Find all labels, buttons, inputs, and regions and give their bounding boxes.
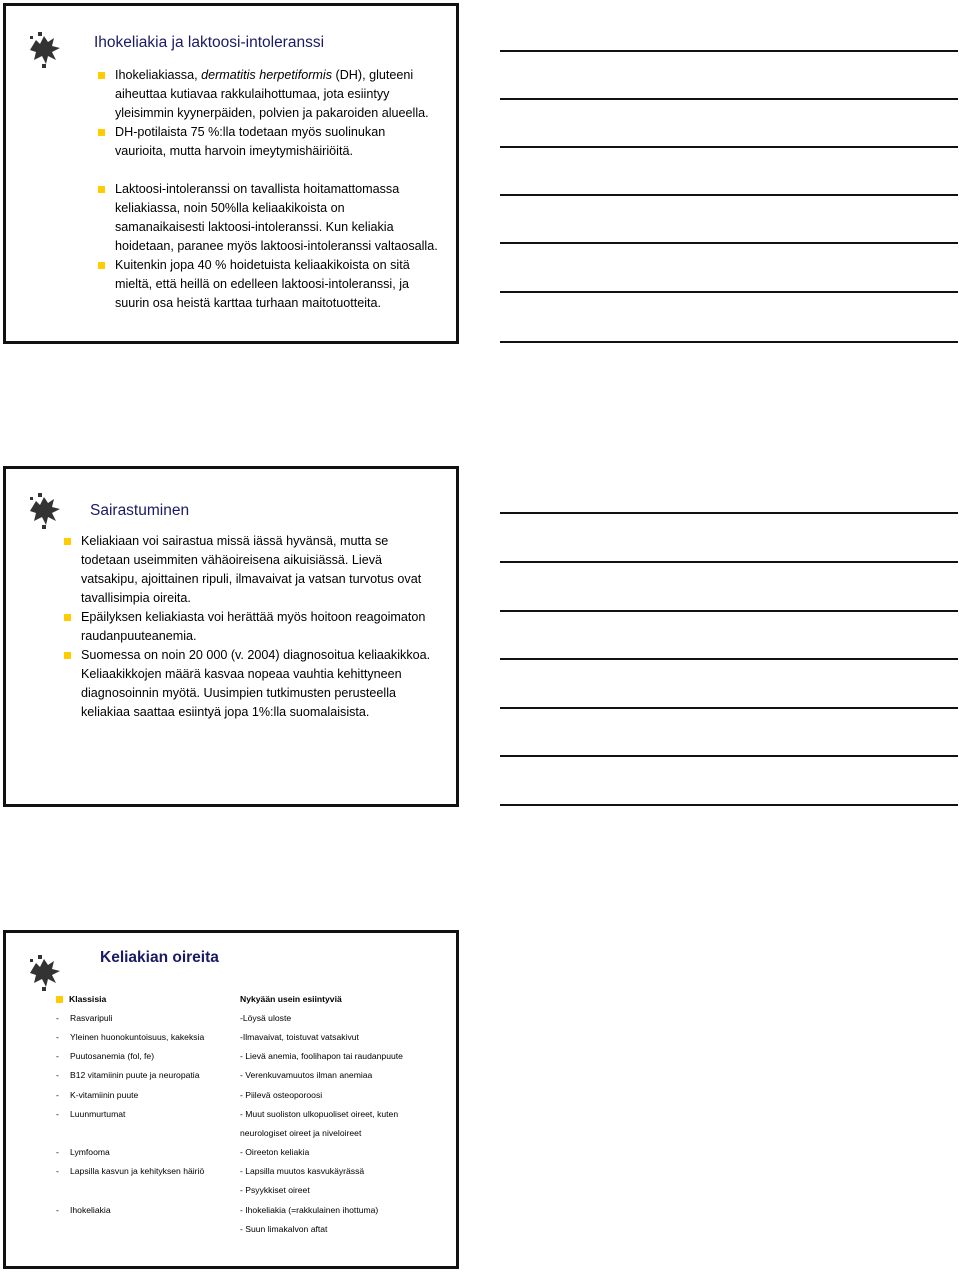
square-bullet-icon [98,129,105,136]
square-bullet-icon [56,996,63,1003]
page-title: Keliakian oireita [100,949,219,966]
table-row: - K-vitamiinin puute - Piilevä osteoporoosi [56,1089,323,1100]
square-bullet-icon [64,614,71,621]
table-row: - Ihokeliakia - Ihokeliakia (=rakkulainen ihottuma) [56,1204,379,1215]
table-row: - Suun limakalvon aftat [240,1223,328,1234]
list-item: Suomessa on noin 20 000 (v. 2004) diagnosoitua keliaakikkoa. Keliaakikkojen määrä kasvaa nopeaa vauhtia kehittyneen diagnosoinnin myötä. Uusimpien tutkimusten perusteella keliakiaa saattaa esiintyä jopa 1%:lla suomalaisista. [64,646,458,722]
table-row: - Lymfooma - Oireeton keliakia [56,1147,310,1158]
bullet-list [98,66,458,313]
university-logo-icon [22,30,66,70]
spacer [98,161,458,180]
list-item: DH-potilaista 75 %:lla todetaan myös suolinukan vaurioita, mutta harvoin imeytymishäiriöitä. [98,123,458,161]
list-item: Keliakiaan voi sairastua missä iässä hyvänsä, mutta se todetaan useimmiten vähäoireisena aikuisiässä. Lievä vatsakipu, ajoittainen ripuli, ilmavaivat ja vatsan turvotus ovat tavallisimpia oireita. [64,532,458,608]
square-bullet-icon [98,262,105,269]
page-title: Sairastuminen [90,502,190,519]
table-row: neurologiset oireet ja niveloireet [240,1127,362,1138]
table-row: - Yleinen huonokuntoisuus, kakeksia -Ilmavaivat, toistuvat vatsakivut [56,1031,359,1042]
university-logo-icon [22,953,66,993]
list-item: Kuitenkin jopa 40 % hoidetuista keliaakikoista on sitä mieltä, että heillä on edelleen laktoosi-intoleranssi, ja suurin osa heistä karttaa turhaan maitotuotteita. [98,256,458,313]
list-item: Laktoosi-intoleranssi on tavallista hoitamattomassa keliakiassa, noin 50%lla keliaakikoista on samanaikaisesti laktoosi-intoleranssi. Kun keliakia hoidetaan, paranee myös laktoosi-intoleranssi valtaosalla. [98,180,458,256]
page-title: Ihokeliakia ja laktoosi-intoleranssi [94,34,325,51]
symptom-table [56,989,403,1238]
square-bullet-icon [64,538,71,545]
header-left: Klassisia [69,993,107,1004]
bullet-list [64,532,458,722]
slide-1 [3,3,459,344]
slide-3 [3,930,459,1269]
square-bullet-icon [98,186,105,193]
university-logo-icon [22,491,66,531]
square-bullet-icon [64,652,71,659]
square-bullet-icon [98,72,105,79]
table-row: - Luunmurtumat - Muut suoliston ulkopuoliset oireet, kuten [56,1108,399,1119]
list-item: Epäilyksen keliakiasta voi herättää myös hoitoon reagoimaton raudanpuuteanemia. [64,608,458,646]
table-row: - Puutosanemia (fol, fe) - Lievä anemia, foolihapon tai raudanpuute [56,1051,403,1062]
header-right: Nykyään usein esiintyviä [240,993,342,1004]
table-row: - B12 vitamiinin puute ja neuropatia - Verenkuvamuutos ilman anemiaa [56,1070,373,1081]
list-item: Ihokeliakiassa, dermatitis herpetiformis (DH), gluteeni aiheuttaa kutiavaa rakkulaihottumaa, jota esiintyy yleisimmin kyynerpäiden, polvien ja pakaroiden alueella. [98,66,458,123]
table-header [56,989,403,1008]
table-row: - Psyykkiset oireet [240,1185,310,1196]
table-row: - Lapsilla kasvun ja kehityksen häiriö - Lapsilla muutos kasvukäyrässä [56,1166,365,1177]
table-row: - Rasvaripuli -Löysä uloste [56,1012,292,1023]
slide-2 [3,466,459,807]
